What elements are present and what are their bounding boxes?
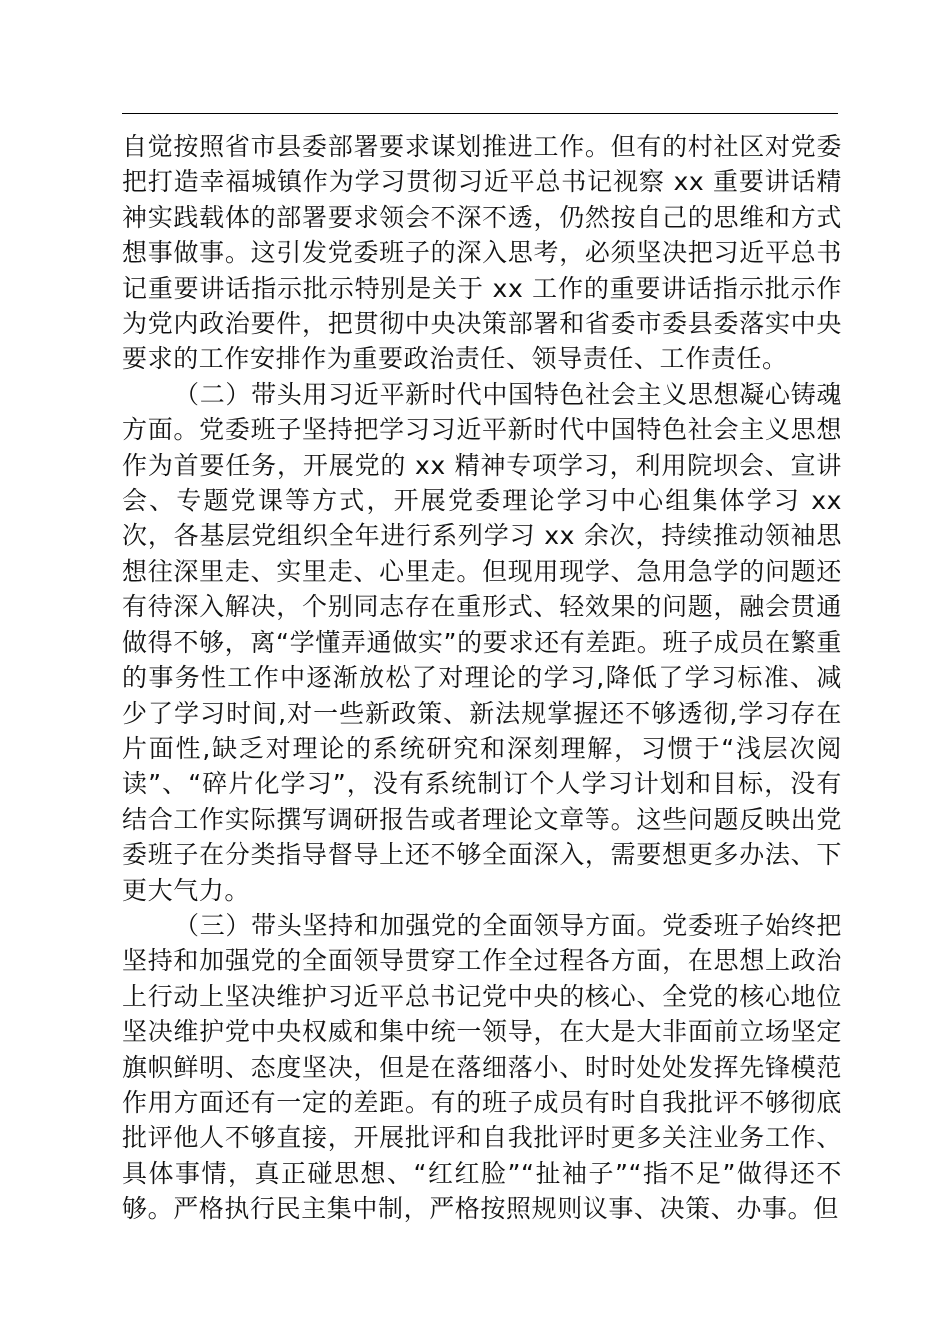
document-body — [122, 129, 842, 1227]
paragraph-section-2: （二）带头用习近平新时代中国特色社会主义思想凝心铸魂方面。党委班子坚持把学习习近平新时代中国特色社会主义思想作为首要任务，开展党的 xx 精神专项学习，利用院坝会、宣讲会、专题党课等方式，开展党委理论学习中心组集体学习 xx 次，各基层党组织全年进行系列学习 xx 余次，持续推动领袖思想往深里走、实里走、心里走。但现用现学、急用急学的问题还有待深入解决，个别同志存在重形式、轻效果的问题，融会贯通做得不够，离“学懂弄通做实”的要求还有差距。班子成员在繁重的事务性工作中逐渐放松了对理论的学习,降低了学习标准、减少了学习时间,对一些新政策、新法规掌握还不够透彻,学习存在片面性,缺乏对理论的系统研究和深刻理解，习惯于“浅层次阅读”、“碎片化学习”，没有系统制订个人学习计划和目标，没有结合工作实际撰写调研报告或者理论文章等。这些问题反映出党委班子在分类指导督导上还不够全面深入，需要想更多办法、下更大气力。 — [122, 379, 842, 905]
paragraph-continuation: 自觉按照省市县委部署要求谋划推进工作。但有的村社区对党委把打造幸福城镇作为学习贯彻习近平总书记视察 xx 重要讲话精神实践载体的部署要求领会不深不透，仍然按自己的思维和方式想事做事。这引发党委班子的深入思考，必须坚决把习近平总书记重要讲话指示批示特别是关于 xx 工作的重要讲话指示批示作为党内政治要件，把贯彻中央决策部署和省委市委县委落实中央要求的工作安排作为重要政治责任、领导责任、工作责任。 — [122, 132, 842, 374]
header-rule — [122, 113, 838, 114]
paragraph-section-3: （三）带头坚持和加强党的全面领导方面。党委班子始终把坚持和加强党的全面领导贯穿工作全过程各方面，在思想上政治上行动上坚决维护习近平总书记党中央的核心、全党的核心地位坚决维护党中央权威和集中统一领导，在大是大非面前立场坚定旗帜鲜明、态度坚决，但是在落细落小、时时处处发挥先锋模范作用方面还有一定的差距。有的班子成员有时自我批评不够彻底批评他人不够直接，开展批评和自我批评时更多关注业务工作、具体事情，真正碰思想、“红红脸”“扯袖子”“指不足”做得还不够。严格执行民主集中制，严格按照规则议事、决策、办事。但 — [122, 910, 842, 1224]
